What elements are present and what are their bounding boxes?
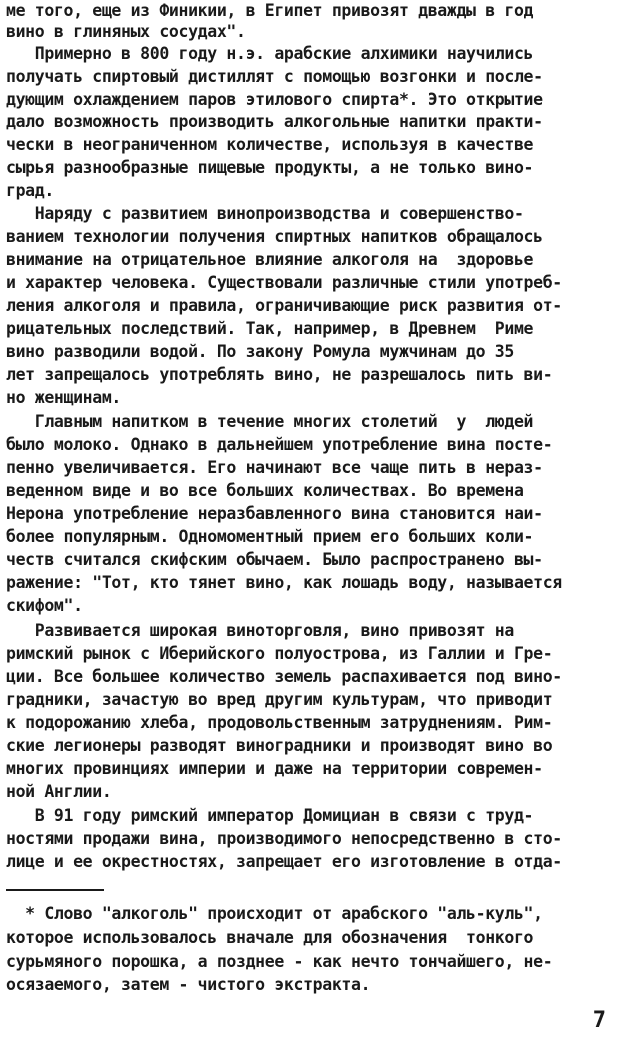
body-line: веденном виде и во все больших количествах. Во времена [6, 481, 524, 500]
body-line: чески в неограниченном количестве, используя в качестве [6, 135, 534, 154]
body-line: лице и ее окрестностях, запрещает его изготовление в отда- [6, 852, 562, 871]
body-line: римский рынок с Иберийского полуострова, из Галлии и Гре- [6, 644, 553, 663]
body-line: дало возможность производить алкогольные напитки практи- [6, 112, 543, 131]
body-line: и характер человека. Существовали различные стили употреб- [6, 273, 562, 292]
footnote-line: сурьмяного порошка, а позднее - как нечто тончайшего, не- [6, 952, 553, 971]
body-line: градники, зачастую во вред другим культурам, что приводит [6, 690, 553, 709]
body-line: внимание на отрицательное влияние алкоголя на здоровье [6, 250, 534, 269]
body-line: град. [6, 181, 54, 200]
body-line: было молоко. Однако в дальнейшем употребление вина посте- [6, 435, 553, 454]
body-line: ностями продажи вина, производимого непосредственно в сто- [6, 829, 562, 848]
body-line: ления алкоголя и правила, ограничивающие риск развития от- [6, 296, 562, 315]
footnote-line: * Слово "алкоголь" происходит от арабского "аль-куль", [6, 904, 543, 923]
body-line: честв считался скифским обычаем. Было распространено вы- [6, 550, 543, 569]
body-line: но женщинам. [6, 388, 122, 407]
body-line: пенно увеличивается. Его начинают все чаще пить в нераз- [6, 458, 543, 477]
body-line: более популярным. Одномоментный прием его больших коли- [6, 527, 534, 546]
footnote-line: которое использовалось вначале для обозначения тонкого [6, 928, 534, 947]
footnote-line: осязаемого, затем - чистого экстракта. [6, 975, 371, 994]
body-line: В 91 году римский император Домициан в связи с труд- [6, 806, 534, 825]
body-line: лет запрещалось употреблять вино, не разрешалось пить ви- [6, 365, 553, 384]
body-line: вино разводили водой. По закону Ромула мужчинам до 35 [6, 342, 514, 361]
body-line: сырья разнообразные пищевые продукты, а не только вино- [6, 158, 534, 177]
body-line: дующим охлаждением паров этилового спирта*. Это открытие [6, 90, 543, 109]
body-line: получать спиртовый дистиллят с помощью возгонки и после- [6, 67, 543, 86]
body-line: Развивается широкая виноторговля, вино привозят на [6, 621, 514, 640]
body-line: Нерона употребление неразбавленного вина становится наи- [6, 504, 543, 523]
body-line: ме того, еще из Финикии, в Египет привозят дважды в год [6, 1, 534, 20]
body-line: вино в глиняных сосудах". [6, 22, 246, 41]
body-line: Примерно в 800 году н.э. арабские алхимики научились [6, 44, 534, 63]
body-line: ские легионеры разводят виноградники и производят вино во [6, 736, 553, 755]
body-line: ражение: "Тот, кто тянет вино, как лошадь воду, называется [6, 573, 562, 592]
body-line: ции. Все большее количество земель распахивается под вино- [6, 667, 562, 686]
page-number: 7 [592, 1008, 606, 1033]
body-line: Наряду с развитием винопроизводства и совершенство- [6, 204, 524, 223]
body-line: рицательных последствий. Так, например, в Древнем Риме [6, 319, 534, 338]
body-line: многих провинциях империи и даже на территории современ- [6, 759, 543, 778]
footnote-separator [6, 889, 104, 891]
body-line: скифом". [6, 596, 83, 615]
body-line: ванием технологии получения спиртных напитков обращалось [6, 227, 543, 246]
body-line: Главным напитком в течение многих столетий у людей [6, 412, 534, 431]
body-line: ной Англии. [6, 782, 112, 801]
body-line: к подорожанию хлеба, продовольственным затруднениям. Рим- [6, 713, 553, 732]
